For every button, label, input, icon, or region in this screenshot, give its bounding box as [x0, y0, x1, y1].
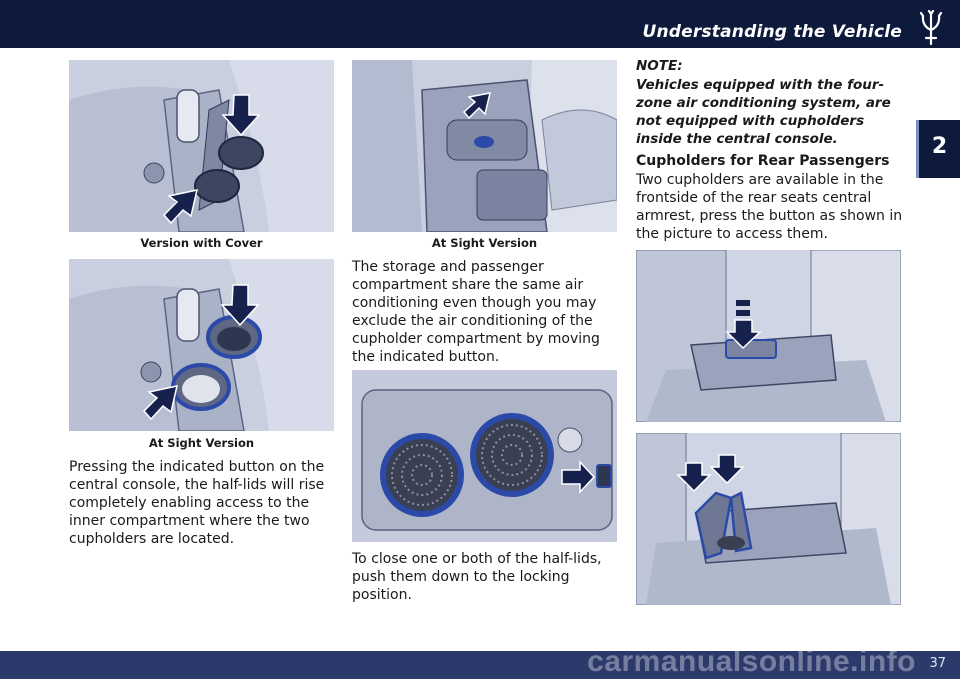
note-body: Vehicles equipped with the four-zone air conditioning system, are not equipped with cupholders inside the central console.: [636, 77, 891, 147]
chapter-number: 2: [931, 134, 948, 159]
col2-paragraph-1: The storage and passenger compartment share the same air conditioning even though you may exclude the air conditioning of the cupholder compartment by moving the indicated button.: [352, 259, 600, 365]
watermark: carmanualsonline.info: [587, 645, 916, 678]
figure-caption: At Sight Version: [148, 436, 255, 450]
page-header: [0, 0, 960, 48]
note-title: NOTE:: [636, 58, 683, 74]
trident-logo-icon: [916, 10, 946, 46]
header-title: Understanding the Vehicle: [642, 22, 902, 42]
figure-at-sight-version: [69, 259, 334, 431]
col1-paragraph: Pressing the indicated button on the central console, the half-lids will rise completely enabling access to the inner compartment where the two cupholders are located.: [69, 459, 325, 547]
figure-version-with-cover: [69, 60, 334, 232]
section-heading: Cupholders for Rear Passengers: [636, 153, 890, 169]
figure-cupholder-vents: [352, 370, 617, 542]
figure-rear-armrest-open: [636, 433, 901, 605]
chapter-tab[interactable]: [916, 120, 960, 178]
rear-paragraph: Two cupholders are available in the frontside of the rear seats central armrest, press the button as shown in the picture to access them.: [636, 172, 903, 242]
page-number: 37: [929, 656, 946, 671]
figure-rear-armrest-closed: [636, 250, 901, 422]
figure-caption: At Sight Version: [431, 236, 538, 250]
col2-paragraph-2: To close one or both of the half-lids, push them down to the locking position.: [352, 551, 602, 603]
figure-armrest-at-sight: [352, 60, 617, 232]
figure-caption: Version with Cover: [140, 236, 263, 250]
